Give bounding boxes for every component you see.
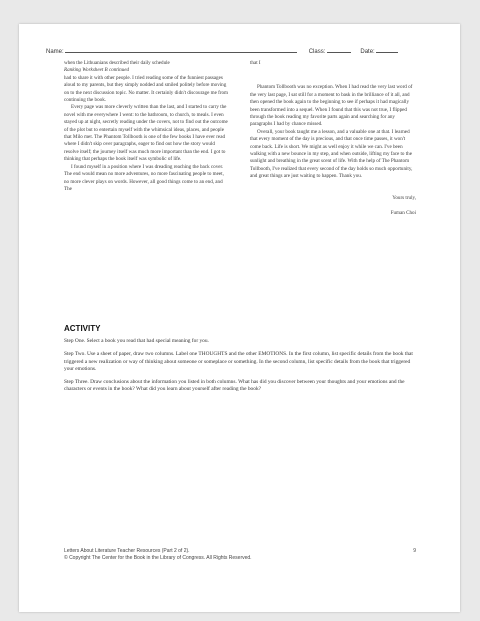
left-paragraph: had to share it with other people. I tried reading some of the funniest passages aloud to my parents, but they simply nodded and smiled politely before moving on to the next discussion topic. No matter. It certainly didn't discourage me from continuing the book. xyxy=(64,74,229,104)
closing: Yours truly, xyxy=(392,194,416,201)
left-paragraph: Every page was more cleverly written than the last, and I started to carry the novel with me everywhere I went: to the bathroom, to church, to meals. I even stayed up at night, secretly reading under the covers, not to find out the outcome of the plot but to entertain myself with the whimsical ideas, places, and people that Milo met. The Phantom Tollbooth is one of the few books I have ever read where I didn't skip over paragraphs, eager to find out how the story would resolve itself; the journey itself was much more important than the end. I got to thinking that perhaps the book itself was symbolic of life. xyxy=(64,104,228,163)
page-footer xyxy=(64,548,416,561)
left-paragraph: I found myself in a position where I was dreading reaching the back cover. The end would mean no more adventures, no more fascinating people to meet, no more clever plays on words. However, all good things come to an end, and The xyxy=(64,163,224,192)
date-label: Date: xyxy=(360,49,375,55)
footer-title: Letters About Literature Teacher Resources (Part 2 of 2). xyxy=(64,548,190,554)
date-field[interactable] xyxy=(376,46,398,53)
worksheet-header xyxy=(46,46,434,56)
name-label: Name: xyxy=(46,49,64,55)
activity-step: Step One. Select a book you read that had special meaning for you. xyxy=(64,338,209,345)
class-field[interactable] xyxy=(327,46,351,53)
page-number: 9 xyxy=(413,548,416,554)
name-field[interactable] xyxy=(65,46,297,53)
activity-step: Step Three. Draw conclusions about the information you listed in both columns. What has did you discover between your thoughts and your emotions and the characters or events in the book? What did you learn about yourself after reading the book? xyxy=(64,379,405,393)
right-paragraph: Phantom Tollbooth was no exception. When I had read the very last word of the very last page, I sat still for a moment to bask in the brilliance of it all, and then opened the book again to the beginning to see if perhaps it had magically been transformed into a sequel. When I found that this was not true, I flipped through the book reading my favorite parts again and searching for any paragraphs I had by chance missed. xyxy=(250,84,413,128)
activity-step: Step Two. Use a sheet of paper, draw two columns. Label one THOUGHTS and the other EMOTIONS. In the first column, list specific details from the book that triggered a new realization or way of thinking about someone or someplace or something. In the second column, list specific details from the book that triggered your emotions. xyxy=(64,351,413,372)
right-paragraph: Overall, your book taught me a lesson, and a valuable one at that. I learned that every moment of the day is precious, and that once time passes, it won't come back. Life is short. We might as well enjoy it while we can. I've been walking with a new bounce in my step, and when outside, lifting my face to the sunlight and breathing in the great scent of life. With the help of The Phantom Tollbooth, I've realized that every second of the day holds so much opportunity, and great things are just waiting to happen. Thank you. xyxy=(250,128,413,180)
footer-copyright: © Copyright The Center for the Book in the Library of Congress. All Rights Reserved. xyxy=(64,554,252,561)
right-column xyxy=(250,60,416,218)
activity-section xyxy=(64,325,416,399)
left-subtitle: Ranking Worksheet B continued xyxy=(64,67,130,74)
left-intro: when the Lithuanians described their daily schedule xyxy=(64,60,170,66)
letter-columns xyxy=(64,60,416,218)
class-label: Class: xyxy=(308,49,326,55)
right-intro: that I xyxy=(250,60,261,66)
signature: Fuman Choi xyxy=(390,210,416,217)
activity-heading: ACTIVITY xyxy=(64,324,101,333)
left-column xyxy=(64,60,230,218)
